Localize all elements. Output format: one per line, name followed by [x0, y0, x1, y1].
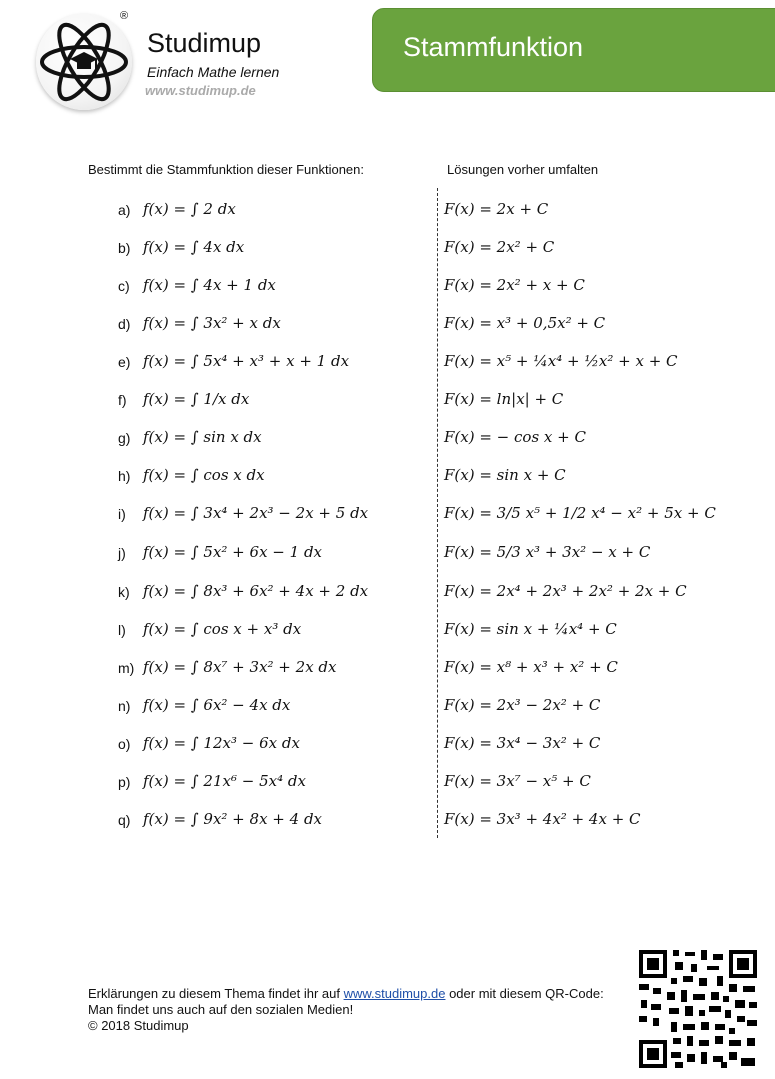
exercise-row: [0, 194, 775, 226]
exercise-solution: F(x) = 5/3 x³ + 3x² − x + C: [444, 543, 651, 561]
exercise-label: f): [118, 392, 127, 408]
exercise-solution: F(x) = 3/5 x⁵ + 1/2 x⁴ − x² + 5x + C: [444, 504, 716, 522]
exercise-label: j): [118, 545, 126, 561]
exercise-task: f(x) = ∫ 4x + 1 dx: [143, 276, 276, 294]
exercise-label: a): [118, 202, 131, 218]
exercise-row: [0, 804, 775, 836]
exercise-solution: F(x) = 2x² + x + C: [444, 276, 585, 294]
registered-mark: ®: [120, 10, 129, 22]
exercise-label: q): [118, 812, 131, 828]
exercise-task: f(x) = ∫ cos x dx: [143, 466, 265, 484]
exercise-solution: F(x) = 2x⁴ + 2x³ + 2x² + 2x + C: [444, 582, 687, 600]
exercise-solution: F(x) = 3x⁴ − 3x² + C: [444, 734, 601, 752]
exercise-solution: F(x) = − cos x + C: [444, 428, 586, 446]
brand-name: Studimup: [147, 28, 262, 58]
exercise-task: f(x) = ∫ 3x⁴ + 2x³ − 2x + 5 dx: [143, 504, 369, 522]
footer-line-2: Man findet uns auch auf den sozialen Medien!: [88, 1002, 354, 1017]
exercise-row: [0, 384, 775, 416]
exercise-label: l): [118, 622, 126, 638]
exercise-task: f(x) = ∫ cos x + x³ dx: [143, 620, 302, 638]
exercise-solution: F(x) = 2x³ − 2x² + C: [444, 696, 601, 714]
exercise-solution: F(x) = x³ + 0,5x² + C: [444, 314, 606, 332]
exercise-solution: F(x) = 3x⁷ − x⁵ + C: [444, 772, 591, 790]
website-link[interactable]: www.studimup.de: [343, 986, 446, 1001]
exercise-label: c): [118, 278, 130, 294]
exercise-label: p): [118, 774, 131, 790]
exercise-row: [0, 652, 775, 684]
exercise-label: d): [118, 316, 131, 332]
exercise-task: f(x) = ∫ 3x² + x dx: [143, 314, 281, 332]
footer: [88, 986, 604, 1034]
exercise-task: f(x) = ∫ 5x⁴ + x³ + x + 1 dx: [143, 352, 350, 370]
exercise-solution: F(x) = 2x² + C: [444, 238, 555, 256]
exercise-task: f(x) = ∫ 4x dx: [143, 238, 245, 256]
website-label: www.studimup.de: [145, 83, 256, 98]
exercise-solution: F(x) = 3x³ + 4x² + 4x + C: [444, 810, 641, 828]
exercise-instructions: Bestimmt die Stammfunktion dieser Funktionen:: [88, 162, 365, 177]
exercise-row: [0, 576, 775, 608]
exercise-row: [0, 614, 775, 646]
exercise-label: k): [118, 584, 130, 600]
exercise-solution: F(x) = x⁵ + ¼x⁴ + ½x² + x + C: [444, 352, 678, 370]
exercise-label: m): [118, 660, 135, 676]
exercise-label: o): [118, 736, 131, 752]
exercise-row: [0, 460, 775, 492]
exercise-task: f(x) = ∫ sin x dx: [143, 428, 262, 446]
exercise-solution: F(x) = sin x + C: [444, 466, 566, 484]
exercise-row: [0, 766, 775, 798]
studimup-logo-icon: [36, 14, 132, 110]
exercise-task: f(x) = ∫ 5x² + 6x − 1 dx: [143, 543, 323, 561]
footer-text: Erklärungen zu diesem Thema findet ihr auf: [88, 986, 344, 1001]
copyright: © 2018 Studimup: [88, 1018, 189, 1033]
exercise-row: [0, 270, 775, 302]
exercise-label: b): [118, 240, 131, 256]
exercise-label: n): [118, 698, 131, 714]
exercise-row: [0, 422, 775, 454]
exercise-row: [0, 346, 775, 378]
exercise-task: f(x) = ∫ 21x⁶ − 5x⁴ dx: [143, 772, 306, 790]
exercise-solution: F(x) = x⁸ + x³ + x² + C: [444, 658, 618, 676]
slogan: Einfach Mathe lernen: [147, 64, 280, 80]
exercise-task: f(x) = ∫ 8x⁷ + 3x² + 2x dx: [143, 658, 337, 676]
exercise-label: e): [118, 354, 131, 370]
exercise-label: g): [118, 430, 131, 446]
exercise-task: f(x) = ∫ 12x³ − 6x dx: [143, 734, 300, 752]
exercise-solution: F(x) = sin x + ¼x⁴ + C: [444, 620, 617, 638]
exercise-label: h): [118, 468, 131, 484]
exercise-label: i): [118, 506, 126, 522]
footer-line-1: [88, 986, 604, 1002]
exercise-row: [0, 308, 775, 340]
exercise-row: [0, 690, 775, 722]
exercise-task: f(x) = ∫ 9x² + 8x + 4 dx: [143, 810, 323, 828]
exercise-row: [0, 232, 775, 264]
exercise-row: [0, 537, 775, 569]
exercise-solution: F(x) = 2x + C: [444, 200, 549, 218]
exercise-task: f(x) = ∫ 1/x dx: [143, 390, 250, 408]
footer-text: oder mit diesem QR-Code:: [445, 986, 604, 1001]
solutions-heading: Lösungen vorher umfalten: [447, 162, 599, 177]
exercise-task: f(x) = ∫ 8x³ + 6x² + 4x + 2 dx: [143, 582, 369, 600]
exercise-task: f(x) = ∫ 2 dx: [143, 200, 236, 218]
exercise-row: [0, 728, 775, 760]
exercise-task: f(x) = ∫ 6x² − 4x dx: [143, 696, 291, 714]
exercise-solution: F(x) = ln|x| + C: [444, 390, 564, 408]
exercise-row: [0, 498, 775, 530]
qr-code-icon[interactable]: [637, 948, 759, 1070]
page-title: Stammfunktion: [403, 32, 584, 62]
